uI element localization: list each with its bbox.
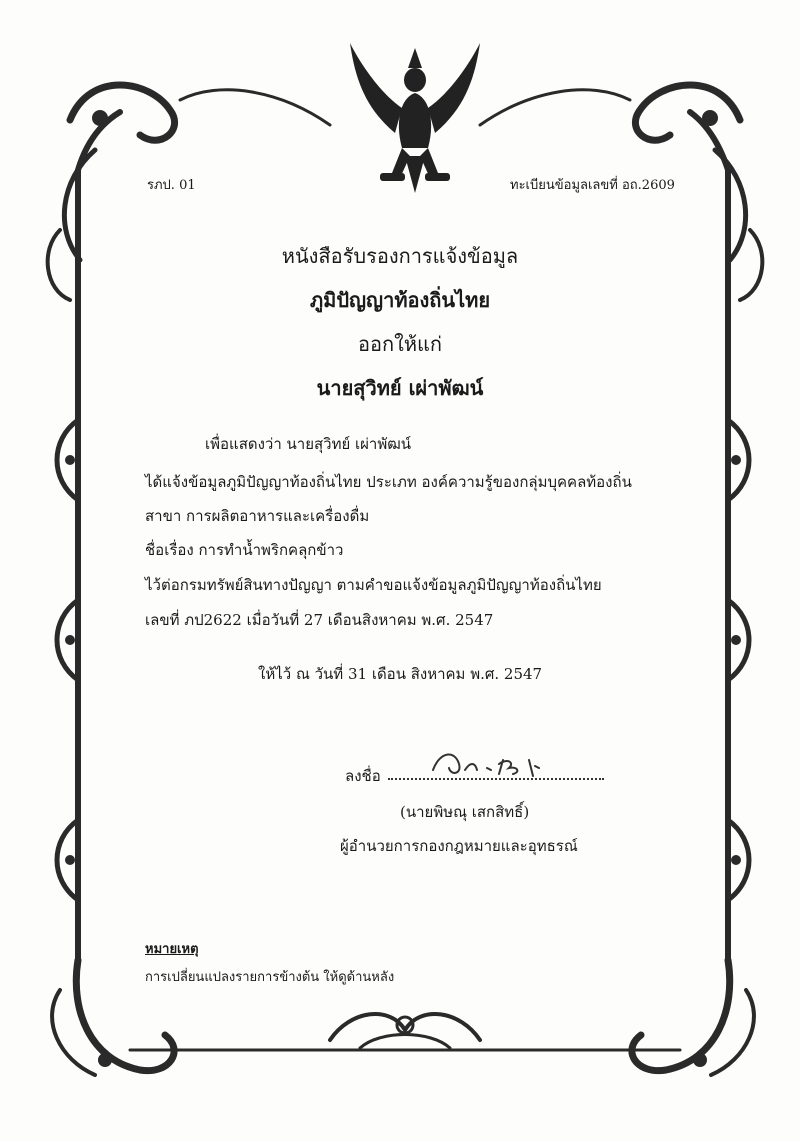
body-line-2: ได้แจ้งข้อมูลภูมิปัญญาท้องถิ่นไทย ประเภท องค์ความรู้ของกลุ่มบุคคลท้องถิ่น [145, 473, 632, 491]
form-code: รภป. 01 [147, 178, 196, 193]
body-line-4: ชื่อเรื่อง การทำน้ำพริกคลุกข้าว [145, 541, 344, 559]
issued-date: ให้ไว้ ณ วันที่ 31 เดือน สิงหาคม พ.ศ. 2547 [258, 665, 543, 683]
registration-label: ทะเบียนข้อมูลเลขที่ [510, 178, 618, 193]
signature-label: ลงชื่อ [345, 767, 381, 785]
certificate-title: หนังสือรับรองการแจ้งข้อมูล [281, 244, 519, 268]
issued-to-label: ออกให้แก่ [357, 332, 443, 356]
signatory-position: ผู้อำนวยการกองกฎหมายและอุทธรณ์ [340, 837, 578, 855]
certificate-subtitle: ภูมิปัญญาท้องถิ่นไทย [309, 288, 491, 312]
body-line-1: เพื่อแสดงว่า นายสุวิทย์ เผ่าพัฒน์ [205, 435, 412, 453]
handwritten-signature-icon [425, 746, 555, 782]
garuda-emblem-icon [340, 38, 490, 198]
remark-text: การเปลี่ยนแปลงรายการข้างต้น ให้ดูด้านหลัง [145, 970, 395, 985]
remark-heading: หมายเหตุ [145, 942, 199, 957]
body-line-6: เลขที่ ภป2622 เมื่อวันที่ 27 เดือนสิงหาคม พ.ศ. 2547 [145, 611, 494, 629]
recipient-name: นายสุวิทย์ เผ่าพัฒน์ [316, 376, 484, 400]
registration-number: อถ.2609 [622, 178, 675, 193]
body-line-3: สาขา การผลิตอาหารและเครื่องดื่ม [145, 507, 370, 525]
body-line-5: ไว้ต่อกรมทรัพย์สินทางปัญญา ตามคำขอแจ้งข้อมูลภูมิปัญญาท้องถิ่นไทย [145, 576, 602, 594]
signatory-name: (นายพิษณุ เสกสิทธิ์) [400, 803, 530, 821]
